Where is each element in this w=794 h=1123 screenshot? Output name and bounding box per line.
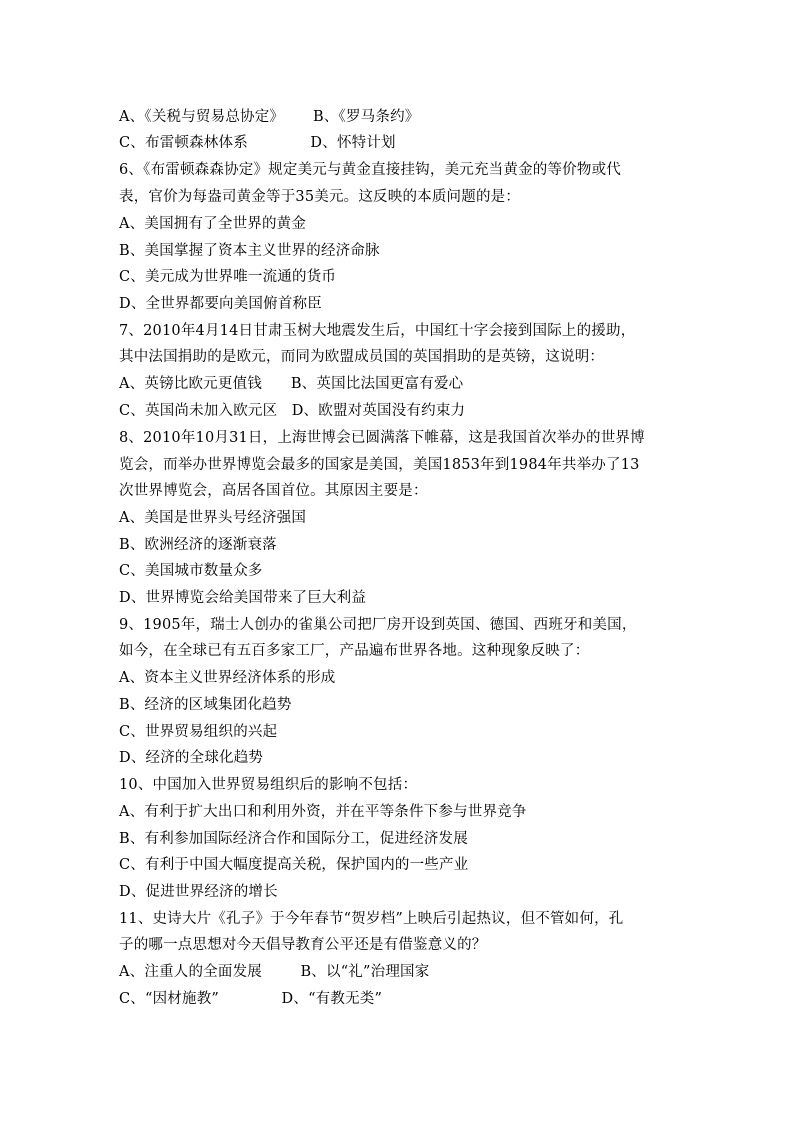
option-line: D、世界博览会给美国带来了巨大利益 (119, 590, 367, 606)
option-line: A、美国是世界头号经济强国 (119, 510, 307, 526)
question-8-text: 8、2010年10月31日，上海世博会已圆满落下帷幕，这是我国首次举办的世界博 (119, 430, 645, 446)
question-8-text: 览会，而举办世界博览会最多的国家是美国，美国1853年到1984年共举办了13 (119, 457, 640, 473)
option-line: B、有利参加国际经济合作和国际分工，促进经济发展 (119, 831, 468, 847)
option-line: C、布雷顿森林体系 D、怀特计划 (119, 135, 396, 151)
option-line: B、欧洲经济的逐渐衰落 (119, 537, 277, 553)
option-line: A、英镑比欧元更值钱 B、英国比法国更富有爱心 (119, 376, 464, 392)
question-7-text: 7、2010年4月14日甘肃玉树大地震发生后，中国红十字会接到国际上的援助， (119, 323, 636, 339)
option-line: D、全世界都要向美国俯首称臣 (119, 296, 322, 312)
question-7-text: 其中法国捐助的是欧元，而同为欧盟成员国的英国捐助的是英镑，这说明： (119, 349, 605, 365)
option-line: C、美国城市数量众多 (119, 563, 263, 579)
option-line: C、美元成为世界唯一流通的货币 (119, 269, 337, 285)
option-line: D、经济的全球化趋势 (119, 750, 264, 766)
question-11-text: 子的哪一点思想对今天倡导教育公平还是有借鉴意义的？ (119, 937, 487, 953)
option-line: D、促进世界经济的增长 (119, 884, 278, 900)
option-line: A、注重人的全面发展 B、以“礼”治理国家 (119, 964, 430, 980)
question-9-text: 9、1905年，瑞士人创办的雀巢公司把厂房开设到英国、德国、西班牙和美国， (119, 617, 637, 633)
option-line: B、美国掌握了资本主义世界的经济命脉 (119, 243, 380, 259)
option-line: A、资本主义世界经济体系的形成 (119, 670, 336, 686)
option-line: A、美国拥有了全世界的黄金 (119, 216, 307, 232)
option-line: C、世界贸易组织的兴起 (119, 724, 278, 740)
question-8-text: 次世界博览会，高居各国首位。其原因主要是： (119, 483, 428, 499)
question-9-text: 如今，在全球已有五百多家工厂，产品遍布世界各地。这种现象反映了： (119, 643, 590, 659)
option-line: B、经济的区域集团化趋势 (119, 697, 292, 713)
question-6-text: 表，官价为每盎司黄金等于35美元。这反映的本质问题的是： (119, 189, 521, 205)
question-10-text: 10、中国加入世界贸易组织后的影响不包括： (119, 777, 418, 793)
option-line: A、有利于扩大出口和利用外资，并在平等条件下参与世界竞争 (119, 804, 527, 820)
option-line: C、英国尚未加入欧元区 D、欧盟对英国没有约束力 (119, 403, 466, 419)
option-line: C、“因材施教” D、“有教无类” (119, 991, 383, 1007)
question-6-text: 6、《布雷顿森森协定》规定美元与黄金直接挂钩，美元充当黄金的等价物或代 (119, 162, 621, 178)
option-line: C、有利于中国大幅度提高关税，保护国内的一些产业 (119, 857, 469, 873)
question-11-text: 11、史诗大片《孔子》于今年春节“贺岁档”上映后引起热议，但不管如何，孔 (119, 911, 624, 927)
option-line: A、《关税与贸易总协定》 B、《罗马条约》 (119, 109, 420, 125)
